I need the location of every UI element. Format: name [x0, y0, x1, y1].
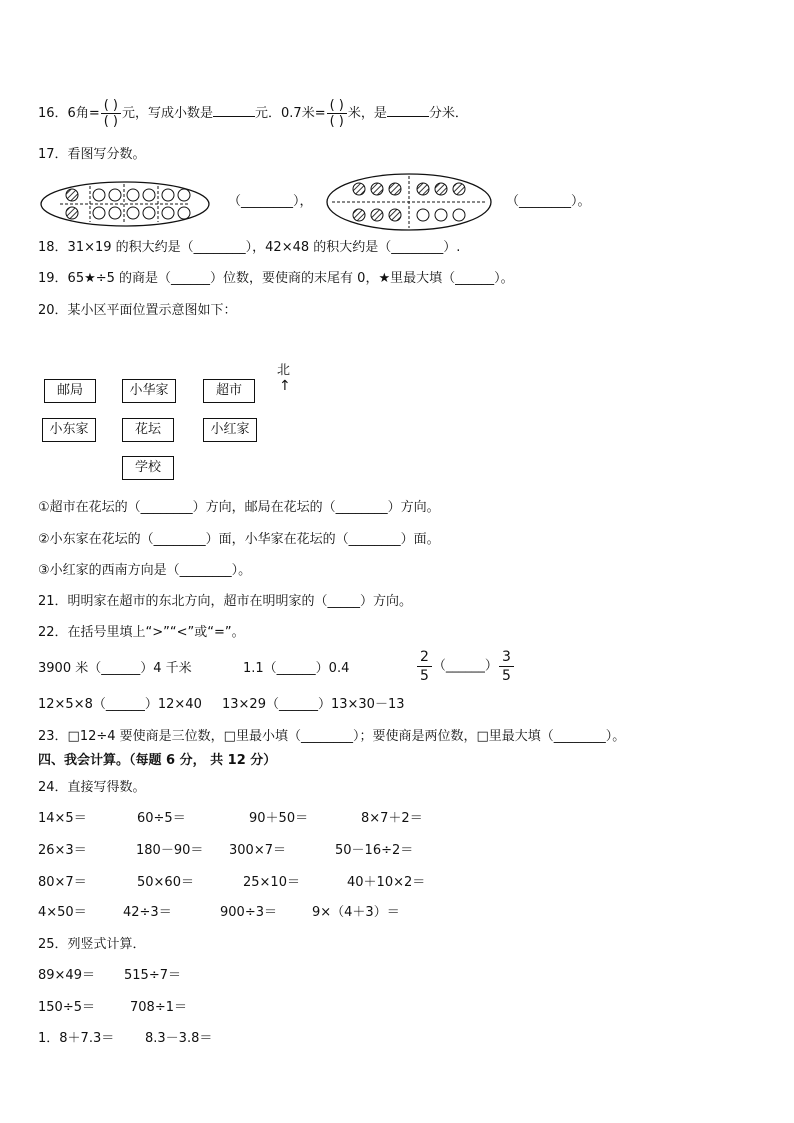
section-4-heading: 四、我会计算。（每题 6 分， 共 12 分） [38, 753, 277, 768]
q25-r3-c2: 8.3－3.8＝ [145, 1031, 213, 1046]
q16-line [38, 98, 468, 129]
q22-fraction-right [499, 648, 514, 685]
q21-line: 21．明明家在超市的东北方向，超市在明明家的（_____）方向。 [38, 594, 413, 609]
q22-compare-2: 1.1（______）0.4 [243, 661, 350, 676]
map-box-flower-bed: 花坛 [122, 418, 174, 442]
q24-r2-c3: 300×7＝ [229, 843, 286, 858]
q24-r3-c1: 80×7＝ [38, 875, 87, 890]
q16-blank-2[interactable] [387, 104, 429, 117]
q22-frac-left-num: 2 [417, 648, 432, 667]
q16-part3: 元．0.7米= [255, 106, 326, 121]
q24-r1-c1: 14×5＝ [38, 811, 87, 826]
q20-sub1: ①超市在花坛的（________）方向，邮局在花坛的（________）方向。 [38, 500, 440, 515]
q25-r1-c1: 89×49＝ [38, 968, 95, 983]
q24-r4-c4: 9×（4＋3）＝ [312, 905, 400, 920]
q20-title: 20．某小区平面位置示意图如下： [38, 303, 237, 318]
q22-frac-right-num: 3 [499, 648, 514, 667]
q24-r3-c3: 25×10＝ [243, 875, 300, 890]
q16-frac2-num[interactable]: ( ) [327, 98, 347, 114]
map-box-xiaohong-home: 小红家 [203, 418, 257, 442]
q20-sub2: ②小东家在花坛的（________）面，小华家在花坛的（________）面。 [38, 532, 440, 547]
map-box-supermarket: 超市 [203, 379, 255, 403]
q16-part2: 元，写成小数是 [122, 106, 214, 121]
q25-r1-c2: 515÷7＝ [124, 968, 181, 983]
q16-frac2-den[interactable]: ( ) [329, 114, 344, 129]
map-box-school: 学校 [122, 456, 174, 480]
q24-r3-c4: 40＋10×2＝ [347, 875, 426, 890]
q17-answer-1[interactable]: （________）， [228, 194, 313, 209]
q22-title: 22．在括号里填上“>”“<”或“=”。 [38, 625, 245, 640]
q17-answer-2[interactable]: （________）。 [506, 194, 591, 209]
q16-part5: 分米． [428, 106, 468, 121]
q22-compare-1: 3900 米（______）4 千米 [38, 661, 192, 676]
q25-title: 25．列竖式计算． [38, 937, 146, 952]
q22-frac-left-den: 5 [420, 668, 429, 684]
q25-r2-c2: 708÷1＝ [130, 1000, 187, 1015]
q24-r4-c2: 42÷3＝ [123, 905, 172, 920]
q24-r4-c1: 4×50＝ [38, 905, 87, 920]
north-label: 北 [277, 363, 291, 378]
q24-r1-c4: 8×7＋2＝ [361, 811, 423, 826]
q20-sub3: ③小红家的西南方向是（________）。 [38, 563, 252, 578]
map-box-xiaohua-home: 小华家 [122, 379, 176, 403]
q24-r1-c2: 60÷5＝ [137, 811, 186, 826]
q16-fraction-1 [101, 98, 121, 129]
q24-r4-c3: 900÷3＝ [220, 905, 277, 920]
q25-r3-c1: 1．8＋7.3＝ [38, 1031, 115, 1046]
q22-fraction-left [417, 648, 432, 685]
q24-title: 24．直接写得数。 [38, 780, 146, 795]
q18-line: 18．31×19 的积大约是（________），42×48 的积大约是（________）. [38, 240, 461, 255]
q24-r2-c4: 50－16÷2＝ [335, 843, 414, 858]
q16-frac1-den[interactable]: ( ) [103, 114, 118, 129]
q23-line: 23．□12÷4 要使商是三位数，□里最小填（________）；要使商是两位数，□里最大填（________）。 [38, 729, 626, 744]
q22-compare-3 [416, 648, 515, 685]
q22-frac-right-den: 5 [501, 668, 511, 684]
q16-part1: 16．6角= [38, 106, 100, 121]
q16-blank-1[interactable] [213, 104, 255, 117]
q17-title: 17．看图写分数。 [38, 147, 146, 162]
q16-frac1-num[interactable]: ( ) [101, 98, 121, 114]
q19-line: 19．65★÷5 的商是（______）位数，要使商的末尾有 0，★里最大填（______）。 [38, 271, 514, 286]
q24-r2-c2: 180－90＝ [136, 843, 204, 858]
q16-part4: 米，是 [347, 106, 387, 121]
q24-r2-c1: 26×3＝ [38, 843, 87, 858]
q24-r3-c2: 50×60＝ [137, 875, 194, 890]
q17-ellipse-figure-2 [326, 172, 492, 232]
q24-r1-c3: 90＋50＝ [249, 811, 309, 826]
q16-fraction-2 [327, 98, 347, 129]
north-arrow-icon: ↑ [279, 378, 291, 394]
q22-frac-blank[interactable]: （______） [432, 658, 498, 674]
q17-ellipse-figure-1 [40, 180, 210, 228]
map-box-xiaodong-home: 小东家 [42, 418, 96, 442]
q22-compare-5: 13×29（______）13×30－13 [222, 697, 405, 712]
q25-r2-c1: 150÷5＝ [38, 1000, 95, 1015]
map-box-post-office: 邮局 [44, 379, 96, 403]
q22-compare-4: 12×5×8（______）12×40 [38, 697, 202, 712]
